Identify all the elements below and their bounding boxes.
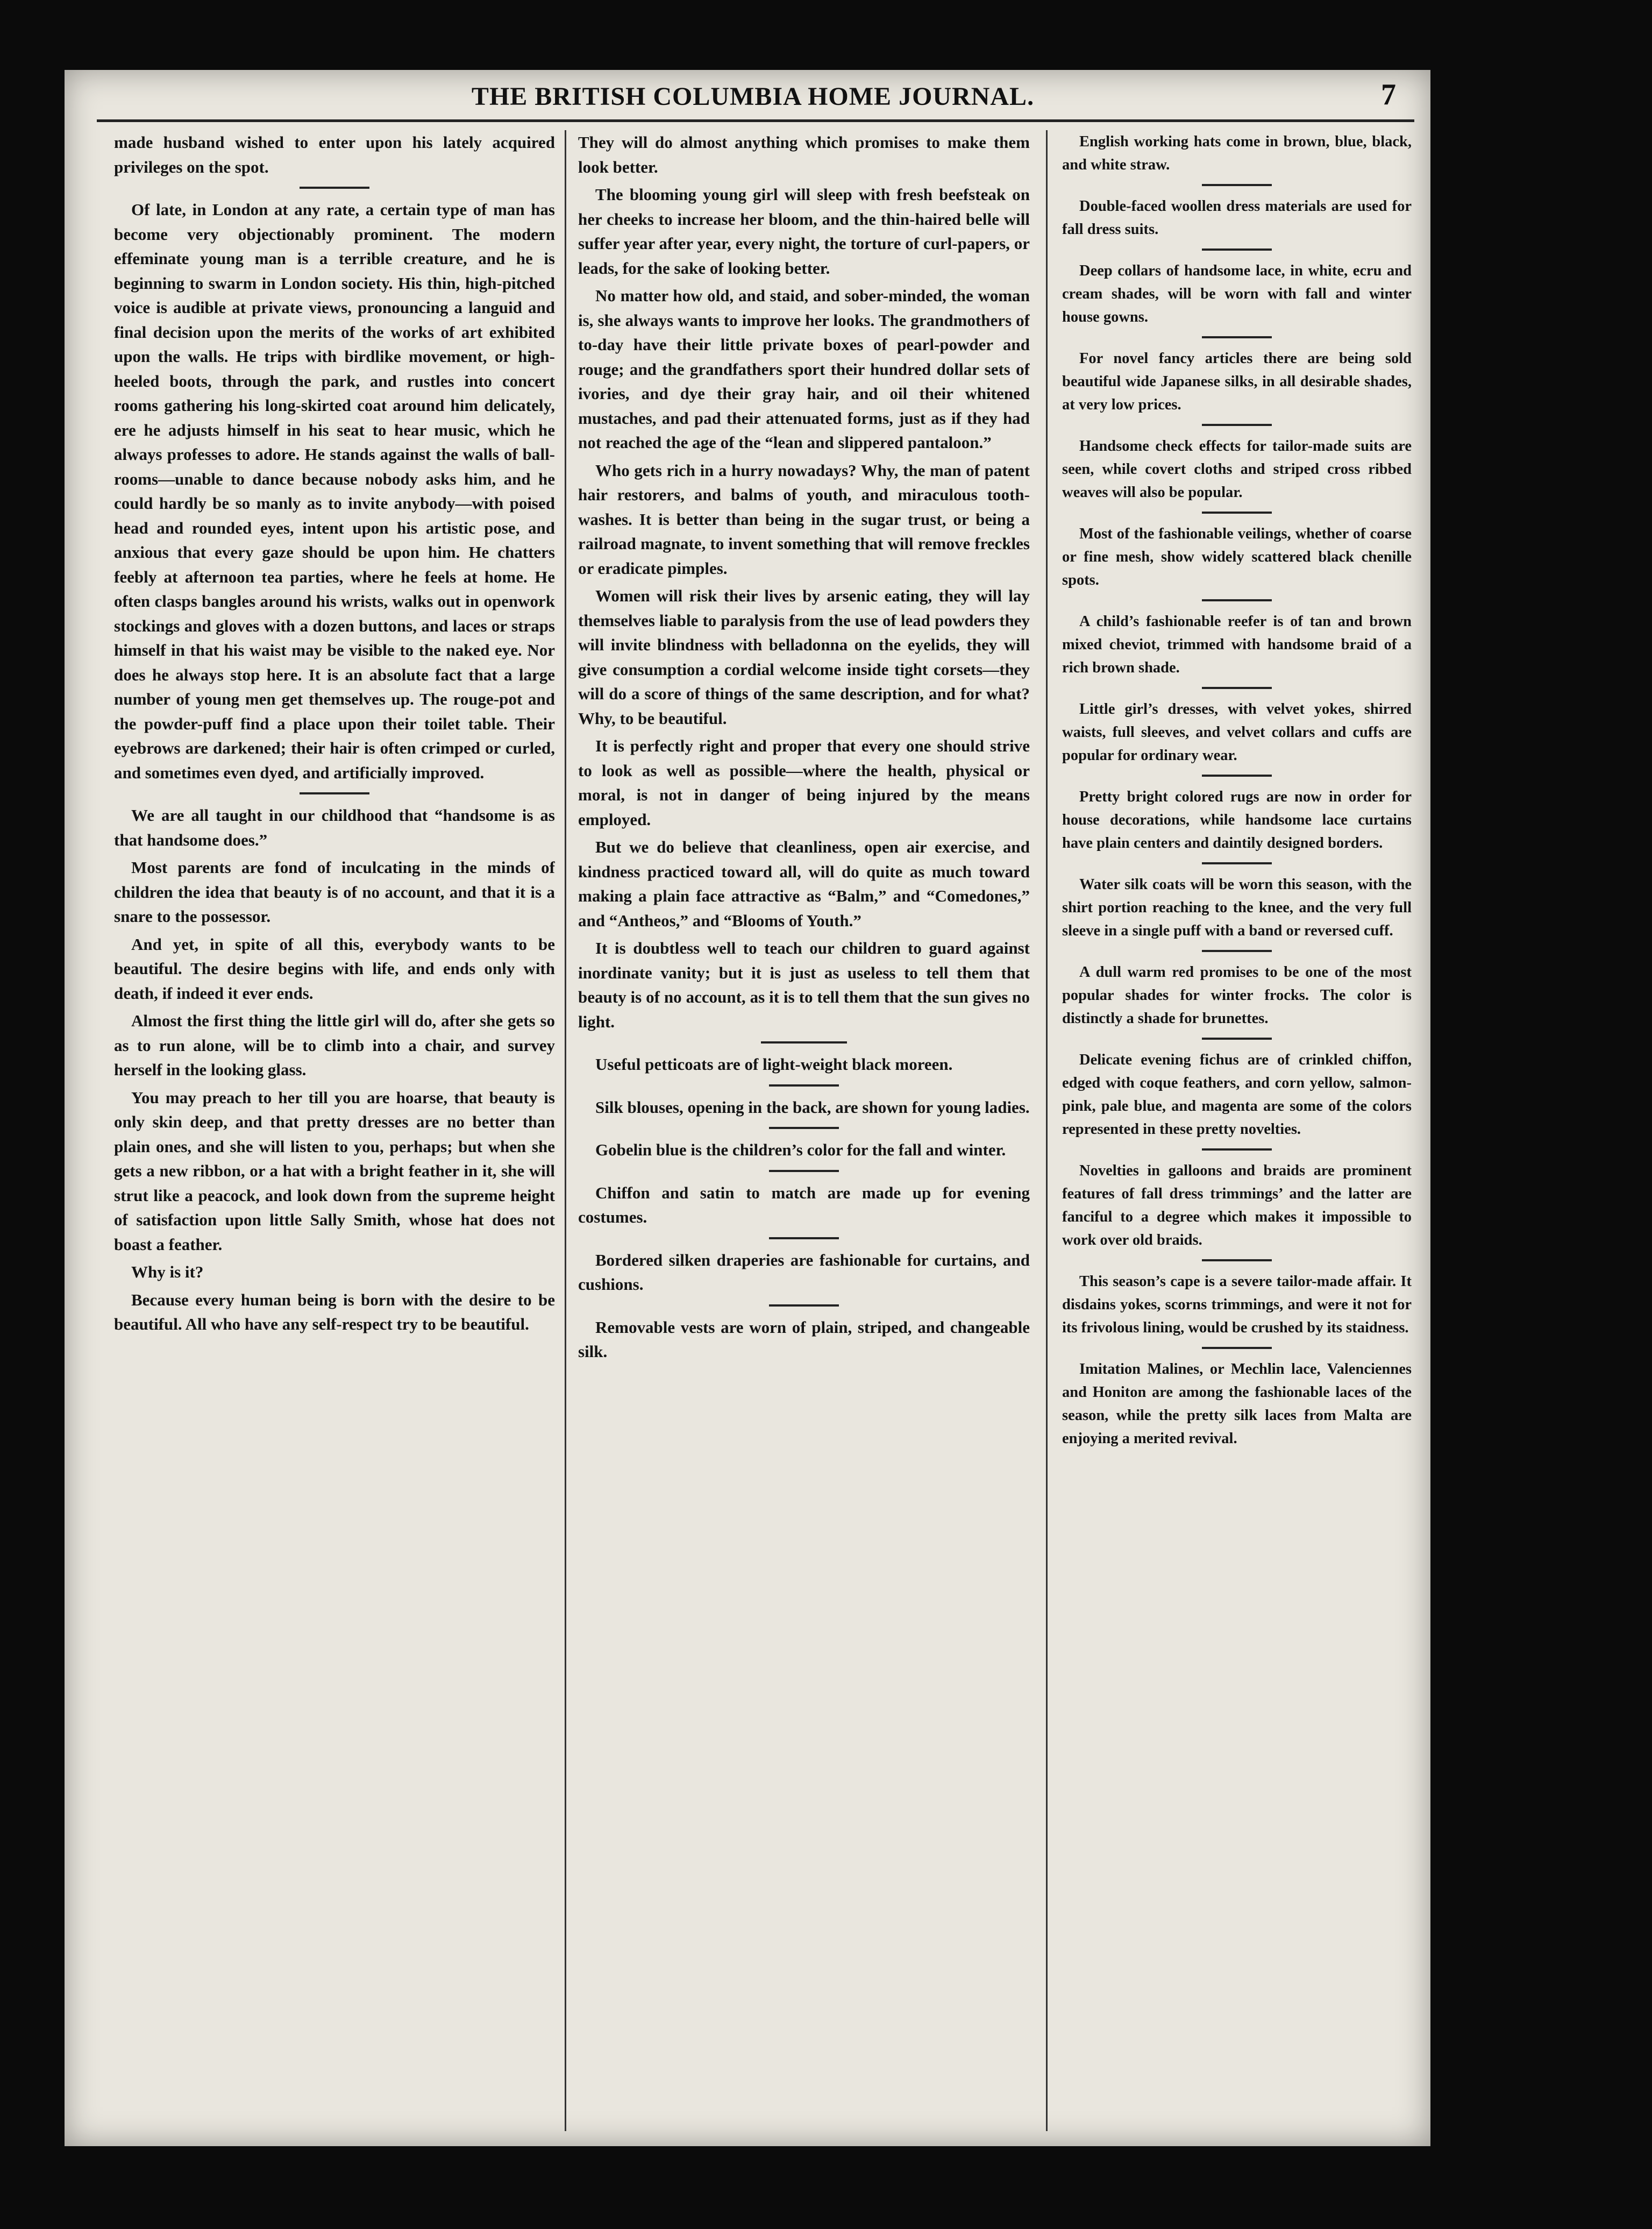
column-2 xyxy=(578,130,1030,2115)
fashion-note: Removable vests are worn of plain, striped, and changeable silk. xyxy=(578,1317,1030,1361)
fashion-note: Imitation Malines, or Mechlin lace, Valenciennes and Honiton are among the fashionable laces of the season, while the pretty silk laces from Malta are enjoying a merited revival. xyxy=(1062,1361,1412,1447)
fashion-note: This season’s cape is a severe tailor-made affair. It disdains yokes, scorns trimmings, and were it not for its frivolous lining, would be crushed by its staidness. xyxy=(1062,1273,1412,1336)
separator-rule xyxy=(1202,775,1272,777)
separator-rule xyxy=(1202,1038,1272,1040)
column-divider-1 xyxy=(565,130,566,2131)
separator-rule xyxy=(300,792,369,794)
fashion-note: Bordered silken draperies are fashionable for curtains, and cushions. xyxy=(578,1250,1030,1294)
column-1 xyxy=(114,130,555,2115)
paragraph: No matter how old, and staid, and sober-minded, the woman is, she always wants to improve her looks. The grandmothers of to-day have their little private boxes of pearl-powder and rouge; and the grandfathers sport their hundred dollar sets of ivories, and dye their gray hair, and oil their whitened mustaches, and pad their attenuated forms, just as if they had not reached the age of the “lean and slippered pantaloon.” xyxy=(578,286,1030,452)
fashion-note: Water silk coats will be worn this season, with the shirt portion reaching to the knee, and the very full sleeve in a single puff with a band or reversed cuff. xyxy=(1062,876,1412,939)
fashion-note: Delicate evening fichus are of crinkled chiffon, edged with coque feathers, and corn yellow, salmon-pink, pale blue, and magenta are some of the colors represented in these pretty novelties. xyxy=(1062,1052,1412,1138)
fashion-note: Little girl’s dresses, with velvet yokes, shirred waists, full sleeves, and velvet collars and cuffs are popular for ordinary wear. xyxy=(1062,701,1412,764)
separator-rule xyxy=(769,1170,839,1172)
fashion-note: A dull warm red promises to be one of the most popular shades for winter frocks. The color is distinctly a shade for brunettes. xyxy=(1062,964,1412,1027)
paragraph: We are all taught in our childhood that “handsome is as that handsome does.” xyxy=(114,806,555,849)
paragraph: Most parents are fond of inculcating in the minds of children the idea that beauty is of no account, and that it is a snare to the possessor. xyxy=(114,858,555,926)
separator-rule xyxy=(1202,1259,1272,1261)
paragraph: You may preach to her till you are hoarse, that beauty is only skin deep, and that pretty dresses are no better than plain ones, and she will listen to you, perhaps; but when she gets a new ribbon, or a hat with a bright feather in it, she will strut like a peacock, and look down from the supreme height of satisfaction upon little Sally Smith, whose hat does not boast a feather. xyxy=(114,1088,555,1254)
paragraph: made husband wished to enter upon his lately acquired privileges on the spot. xyxy=(114,133,555,176)
fashion-note: For novel fancy articles there are being sold beautiful wide Japanese silks, in all desirable shades, at very low prices. xyxy=(1062,350,1412,413)
fashion-note: Silk blouses, opening in the back, are shown for young ladies. xyxy=(595,1097,1030,1117)
fashion-note: Novelties in galloons and braids are prominent features of fall dress trimmings’ and the latter are fanciful to a degree which makes it impossible to work over old braids. xyxy=(1062,1162,1412,1248)
page-number: 7 xyxy=(1381,78,1396,111)
paragraph: Women will risk their lives by arsenic eating, they will lay themselves liable to paralysis from the use of lead powders they will invite blindness with belladonna on the eyelids, they will give consumption a cordial welcome inside tight corsets—they will do a score of things of the same description, and for what? Why, to be beautiful. xyxy=(578,586,1030,728)
separator-rule xyxy=(1202,950,1272,952)
separator-rule xyxy=(300,187,369,189)
fashion-note: Most of the fashionable veilings, whether of coarse or fine mesh, show widely scattered black chenille spots. xyxy=(1062,526,1412,588)
column-divider-2 xyxy=(1046,130,1048,2131)
paragraph: And yet, in spite of all this, everybody wants to be beautiful. The desire begins with life, and ends only with death, if indeed it ever ends. xyxy=(114,934,555,1003)
fashion-note: Gobelin blue is the children’s color for the fall and winter. xyxy=(595,1140,1006,1159)
paragraph: But we do believe that cleanliness, open air exercise, and kindness practiced toward all, will do quite as much toward making a plain face attractive as “Balm,” and “Comedones,” and “Antheos,” and “Blooms of Youth.” xyxy=(578,837,1030,930)
separator-rule xyxy=(1202,862,1272,864)
column-3 xyxy=(1062,130,1412,2115)
fashion-note: Deep collars of handsome lace, in white, ecru and cream shades, will be worn with fall and winter house gowns. xyxy=(1062,262,1412,325)
separator-rule xyxy=(769,1127,839,1129)
paragraph: The blooming young girl will sleep with fresh beefsteak on her cheeks to increase her bloom, and the thin-haired belle will suffer year after year, every night, the torture of curl-papers, or leads, for the sake of looking better. xyxy=(578,185,1030,278)
separator-rule xyxy=(769,1084,839,1087)
journal-title: THE BRITISH COLUMBIA HOME JOURNAL. xyxy=(471,82,1035,111)
header-rule xyxy=(97,119,1414,122)
separator-rule xyxy=(769,1304,839,1307)
separator-rule xyxy=(761,1041,847,1043)
fashion-note: Handsome check effects for tailor-made suits are seen, while covert cloths and striped cross ribbed weaves will also be popular. xyxy=(1062,438,1412,501)
separator-rule xyxy=(1202,424,1272,426)
separator-rule xyxy=(1202,184,1272,186)
fashion-note: Useful petticoats are of light-weight black moreen. xyxy=(595,1055,953,1074)
paragraph: Because every human being is born with the desire to be beautiful. All who have any self-respect try to be beautiful. xyxy=(114,1290,555,1333)
paragraph: Why is it? xyxy=(131,1262,204,1281)
separator-rule xyxy=(1202,1148,1272,1151)
paragraph: Of late, in London at any rate, a certain type of man has become very objectionably prominent. The modern effeminate young man is a terrible creature, and he is beginning to swarm in London society. His thin, high-pitched voice is audible at private views, pronouncing a languid and final decision upon the merits of the works of art exhibited upon the walls. He trips with birdlike movement, or high-heeled boots, through the park, and rustles into concert rooms gathering his long-skirted coat around him delicately, ere he adjusts himself in his seat to hear music, which he always professes to adore. He stands against the walls of ball-rooms—unable to dance because nobody asks him, and he could hardly be so manly as to invite anybody—with poised head and rounded eyes, intent upon his artistic pose, and anxious that every gaze should be upon him. He chatters feebly at afternoon tea parties, where he feels at home. He often clasps bangles around his wrists, walks out in openwork stockings and gloves with a dozen buttons, and laces or straps himself in that his waist may be visible to the naked eye. Nor does he always stop here. It is an absolute fact that a large number of young men get themselves up. The rouge-pot and the powder-puff find a place upon their toilet table. Their eyebrows are darkened; their hair is often crimped or curled, and sometimes even dyed, and artificially improved. xyxy=(114,200,555,782)
separator-rule xyxy=(1202,512,1272,514)
fashion-note: A child’s fashionable reefer is of tan and brown mixed cheviot, trimmed with handsome braid of a rich brown shade. xyxy=(1062,613,1412,676)
paragraph: It is doubtless well to teach our children to guard against inordinate vanity; but it is just as useless to tell them that beauty is of no account, as it is to tell them that the sun gives no light. xyxy=(578,939,1030,1031)
separator-rule xyxy=(1202,687,1272,689)
fashion-note: Chiffon and satin to match are made up for evening costumes. xyxy=(578,1183,1030,1226)
separator-rule xyxy=(1202,249,1272,251)
fashion-note: English working hats come in brown, blue, black, and white straw. xyxy=(1062,133,1412,173)
separator-rule xyxy=(1202,599,1272,601)
separator-rule xyxy=(769,1237,839,1239)
paragraph: Who gets rich in a hurry nowadays? Why, the man of patent hair restorers, and balms of youth, and miraculous tooth-washes. It is better than being in the sugar trust, or being a railroad magnate, to invent something that will remove freckles or eradicate pimples. xyxy=(578,460,1030,578)
newspaper-page xyxy=(65,70,1430,2146)
separator-rule xyxy=(1202,336,1272,338)
separator-rule xyxy=(1202,1347,1272,1349)
paragraph: It is perfectly right and proper that every one should strive to look as well as possible—where the health, physical or moral, is not in danger of being injured by the means employed. xyxy=(578,736,1030,829)
paragraph: They will do almost anything which promises to make them look better. xyxy=(578,133,1030,176)
page-header xyxy=(97,77,1409,115)
fashion-note: Double-faced woollen dress materials are used for fall dress suits. xyxy=(1062,198,1412,238)
fashion-note: Pretty bright colored rugs are now in order for house decorations, while handsome lace curtains have plain centers and daintily designed borders. xyxy=(1062,789,1412,851)
paragraph: Almost the first thing the little girl will do, after she gets so as to run alone, will be to climb into a chair, and survey herself in the looking glass. xyxy=(114,1011,555,1079)
